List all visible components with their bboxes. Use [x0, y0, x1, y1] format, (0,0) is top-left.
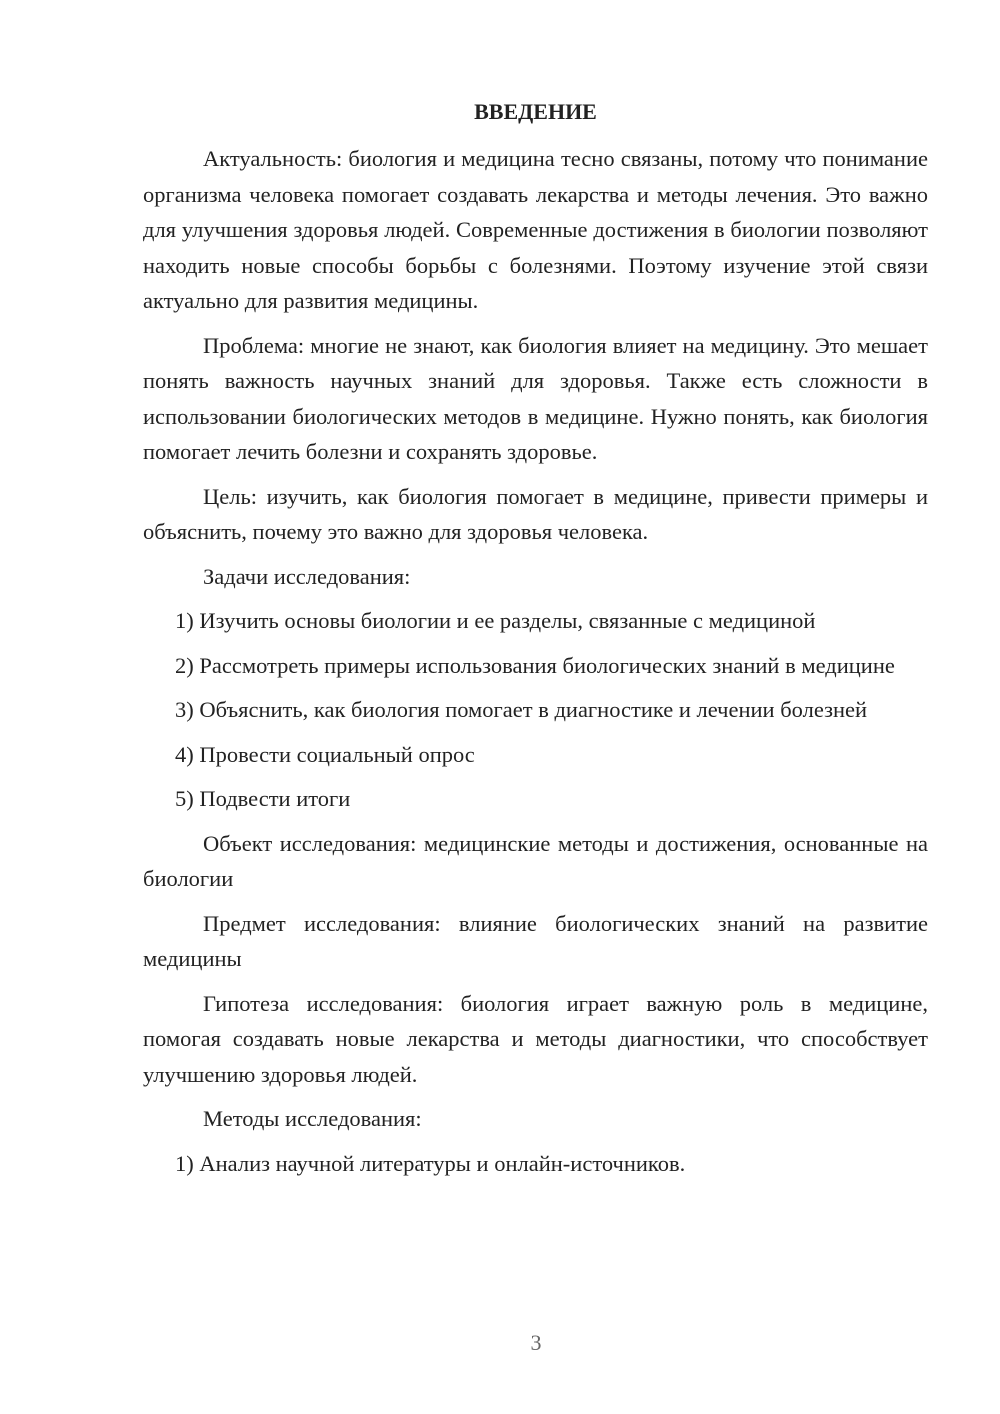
document-body [143, 94, 928, 1190]
paragraph-object: Объект исследования: медицинские методы и достижения, основанные на биологии [143, 830, 928, 891]
task-item: 2) Рассмотреть примеры использования биологических знаний в медицине [175, 652, 895, 678]
task-item: 1) Изучить основы биологии и ее разделы, связанные с медициной [175, 608, 816, 633]
paragraph-subject: Предмет исследования: влияние биологических знаний на развитие медицины [143, 910, 928, 971]
paragraph-problem: Проблема: многие не знают, как биология влияет на медицину. Это мешает понять важность научных знаний для здоровья. Также есть сложности в использовании биологических методов в медицине. Нужно понять, как биология помогает лечить болезни и сохранять здоровье. [143, 332, 928, 464]
task-item: 3) Объяснить, как биология помогает в диагностике и лечении болезней [175, 697, 868, 722]
paragraph-tasks-heading: Задачи исследования: [203, 563, 411, 589]
method-item: 1) Анализ научной литературы и онлайн-источников. [175, 1150, 686, 1176]
paragraph-goal: Цель: изучить, как биология помогает в медицине, привести примеры и объяснить, почему это важно для здоровья человека. [143, 483, 928, 544]
task-item: 5) Подвести итоги [175, 786, 351, 811]
page-number: 3 [530, 1330, 542, 1355]
task-item: 4) Провести социальный опрос [175, 741, 475, 767]
paragraph-hypothesis: Гипотеза исследования: биология играет важную роль в медицине, помогая создавать новые лекарства и методы диагностики, что способствует улучшению здоровья людей. [143, 990, 928, 1087]
paragraph-methods-heading: Методы исследования: [203, 1106, 422, 1131]
paragraph-relevance: Актуальность: биология и медицина тесно связаны, потому что понимание организма человека помогает создавать лекарства и методы лечения. Это важно для улучшения здоровья людей. Современные достижения в биологии позволяют находить новые способы борьбы с болезнями. Поэтому изучение этой связи актуально для развития медицины. [143, 146, 928, 313]
page-title: ВВЕДЕНИЕ [474, 99, 597, 124]
